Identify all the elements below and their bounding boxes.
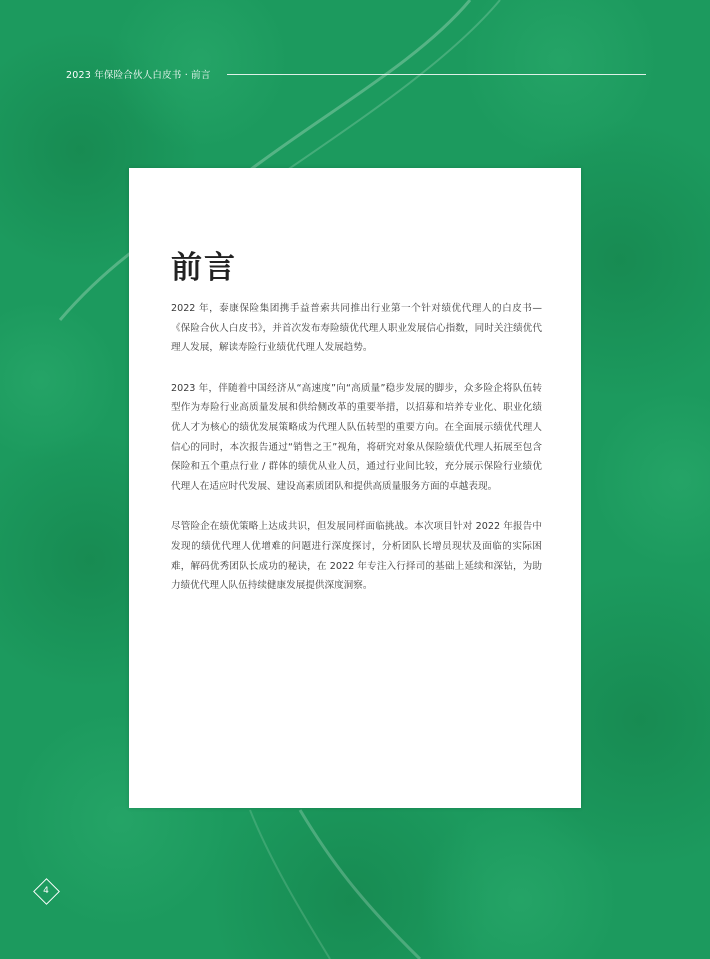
content-card <box>129 168 581 808</box>
page-number: 4 <box>43 886 49 896</box>
running-header-title: 2023 年保险合伙人白皮书 · 前言 <box>66 70 211 81</box>
body-text <box>171 299 542 617</box>
paragraph-1: 2022 年，泰康保险集团携手益普索共同推出行业第一个针对绩优代理人的白皮书—《保险合伙人白皮书》，并首次发布寿险绩优代理人职业发展信心指数，同时关注绩优代理人发展，解读寿险行业绩优代理人发展趋势。 <box>171 303 542 354</box>
page-number-badge <box>34 879 58 903</box>
running-header <box>66 66 646 82</box>
page-title: 前言 <box>171 250 237 286</box>
paragraph-3: 尽管险企在绩优策略上达成共识，但发展同样面临挑战。本次项目针对 2022 年报告中发现的绩优代理人优增难的问题进行深度探讨，分析团队长增员现状及面临的实际困难，解码优秀团队长成功的秘诀，在 2022 年专注入行择司的基础上延续和深钻，为助力绩优代理人队伍持续健康发展提供深度洞察。 <box>171 521 542 592</box>
header-divider <box>227 74 646 75</box>
paragraph-2: 2023 年，伴随着中国经济从“高速度”向“高质量”稳步发展的脚步，众多险企将队伍转型作为寿险行业高质量发展和供给侧改革的重要举措，以招募和培养专业化、职业化绩优人才为核心的绩优发展策略成为代理人队伍转型的重要方向。在全面展示绩优代理人信心的同时，本次报告通过“销售之王”视角，将研究对象从保险绩优代理人拓展至包含保险和五个重点行业 / 群体的绩优从业人员，通过行业间比较，充分展示保险行业绩优代理人在适应时代发展、建设高素质团队和提供高质量服务方面的卓越表现。 <box>171 382 542 492</box>
